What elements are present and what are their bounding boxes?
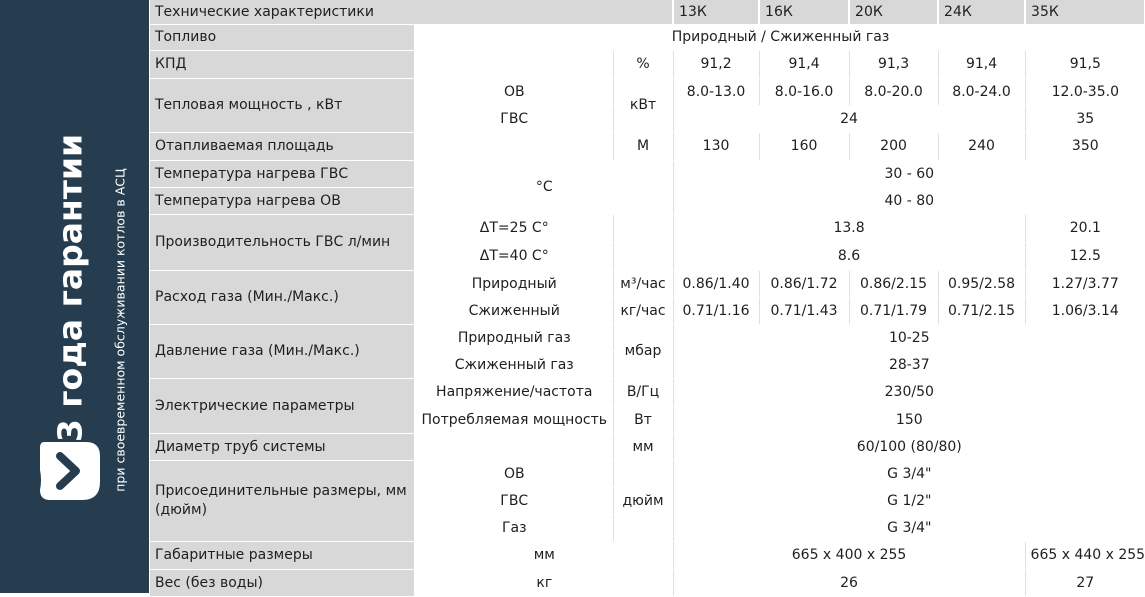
value-efficiency-24k: 91,4 [938, 50, 1025, 78]
value-efficiency-16k: 91,4 [759, 50, 849, 78]
specs-table [150, 0, 1145, 597]
value-heat-ov-13k: 8.0-13.0 [673, 78, 759, 105]
label-gas-pressure: Давление газа (Мин./Макс.) [150, 324, 415, 378]
value-temp-ov: 40 - 80 [673, 187, 1145, 214]
row-heat-power-ov [150, 78, 1145, 105]
warranty-headline: 3 года гарантии [50, 133, 90, 443]
unit-weight: кг [415, 569, 673, 596]
header-row [150, 0, 1145, 24]
value-weight-35k: 27 [1025, 569, 1145, 596]
label-temp-ov: Температура нагрева ОВ [150, 187, 415, 214]
empty-cell [613, 214, 673, 270]
sublabel-voltage: Напряжение/частота [415, 378, 613, 406]
value-weight: 26 [673, 569, 1025, 596]
sublabel-connection-gvs: ГВС [415, 487, 613, 514]
value-voltage: 230/50 [673, 378, 1145, 406]
value-gas-pressure-natural: 10-25 [673, 324, 1145, 351]
value-heat-ov-16k: 8.0-16.0 [759, 78, 849, 105]
value-power: 150 [673, 406, 1145, 433]
row-gas-pressure-natural [150, 324, 1145, 351]
value-area-13k: 130 [673, 132, 759, 160]
sublabel-ov: ОВ [415, 78, 613, 105]
row-weight [150, 569, 1145, 596]
sublabel-lpg-gas: Сжиженный газ [415, 351, 613, 378]
unit-efficiency: % [613, 50, 673, 78]
value-efficiency-20k: 91,3 [849, 50, 938, 78]
unit-dimensions: мм [415, 541, 673, 569]
row-efficiency [150, 50, 1145, 78]
label-gas-flow: Расход газа (Мин./Макс.) [150, 270, 415, 324]
label-fuel: Топливо [150, 24, 415, 50]
value-gas-lpg-20k: 0.71/1.79 [849, 297, 938, 324]
unit-connection: дюйм [613, 460, 673, 541]
value-efficiency-13k: 91,2 [673, 50, 759, 78]
unit-temp: °С [415, 160, 673, 214]
value-area-35k: 350 [1025, 132, 1145, 160]
value-gas-natural-35k: 1.27/3.77 [1025, 270, 1145, 297]
empty-cell [415, 132, 613, 160]
label-heat-power: Тепловая мощность , кВт [150, 78, 415, 132]
row-area [150, 132, 1145, 160]
label-area: Отапливаемая площадь [150, 132, 415, 160]
value-gas-lpg-13k: 0.71/1.16 [673, 297, 759, 324]
value-gas-lpg-16k: 0.71/1.43 [759, 297, 849, 324]
warranty-sidebar [0, 0, 149, 593]
row-pipe-diameter [150, 433, 1145, 460]
label-connection-line2: (дюйм) [155, 501, 208, 518]
label-dimensions: Габаритные размеры [150, 541, 415, 569]
value-dhw-dt25: 13.8 [673, 214, 1025, 242]
label-efficiency: КПД [150, 50, 415, 78]
value-temp-gvs: 30 - 60 [673, 160, 1145, 187]
value-gas-natural-24k: 0.95/2.58 [938, 270, 1025, 297]
label-dhw-capacity: Производительность ГВС л/мин [150, 214, 415, 270]
value-dhw-dt40: 8.6 [673, 242, 1025, 270]
label-connection [150, 460, 415, 541]
unit-pipe-diameter: мм [613, 433, 673, 460]
label-pipe-diameter: Диаметр труб системы [150, 433, 415, 460]
unit-gas-flow-natural: м³/час [613, 270, 673, 297]
value-gas-lpg-24k: 0.71/2.15 [938, 297, 1025, 324]
sublabel-natural: Природный [415, 270, 613, 297]
sublabel-natural-gas: Природный газ [415, 324, 613, 351]
row-dhw-dt25 [150, 214, 1145, 242]
row-connection-ov [150, 460, 1145, 487]
value-gas-pressure-lpg: 28-37 [673, 351, 1145, 378]
unit-gas-flow-lpg: кг/час [613, 297, 673, 324]
value-area-16k: 160 [759, 132, 849, 160]
value-connection-gvs: G 1/2" [673, 487, 1145, 514]
sublabel-connection-gas: Газ [415, 514, 613, 541]
value-gas-lpg-35k: 1.06/3.14 [1025, 297, 1145, 324]
row-gas-flow-natural [150, 270, 1145, 297]
value-dimensions: 665 х 400 х 255 [673, 541, 1025, 569]
model-13k: 13К [673, 0, 759, 24]
unit-voltage: В/Гц [613, 378, 673, 406]
value-dhw-dt25-35k: 20.1 [1025, 214, 1145, 242]
value-dimensions-35k: 665 х 440 х 255 [1025, 541, 1145, 569]
value-connection-gas: G 3/4" [673, 514, 1145, 541]
value-heat-gvs: 24 [673, 105, 1025, 132]
value-pipe-diameter: 60/100 (80/80) [673, 433, 1145, 460]
sublabel-dt40: ΔT=40 С° [415, 242, 613, 270]
value-dhw-dt40-35k: 12.5 [1025, 242, 1145, 270]
model-16k: 16К [759, 0, 849, 24]
value-heat-ov-20k: 8.0-20.0 [849, 78, 938, 105]
model-20k: 20К [849, 0, 938, 24]
row-dimensions [150, 541, 1145, 569]
empty-cell [415, 433, 613, 460]
sublabel-dt25: ΔT=25 С° [415, 214, 613, 242]
value-area-24k: 240 [938, 132, 1025, 160]
label-connection-line1: Присоединительные размеры, мм [155, 482, 407, 499]
unit-heat-power: кВт [613, 78, 673, 132]
row-fuel [150, 24, 1145, 50]
value-connection-ov: G 3/4" [673, 460, 1145, 487]
unit-area: М [613, 132, 673, 160]
sublabel-lpg: Сжиженный [415, 297, 613, 324]
unit-power: Вт [613, 406, 673, 433]
value-heat-gvs-35k: 35 [1025, 105, 1145, 132]
value-heat-ov-35k: 12.0-35.0 [1025, 78, 1145, 105]
row-electric-voltage [150, 378, 1145, 406]
label-electric: Электрические параметры [150, 378, 415, 433]
header-title: Технические характеристики [150, 0, 673, 24]
sublabel-connection-ov: ОВ [415, 460, 613, 487]
value-heat-ov-24k: 8.0-24.0 [938, 78, 1025, 105]
value-gas-natural-16k: 0.86/1.72 [759, 270, 849, 297]
sublabel-power: Потребляемая мощность [415, 406, 613, 433]
value-gas-natural-20k: 0.86/2.15 [849, 270, 938, 297]
empty-cell [415, 50, 613, 78]
value-fuel: Природный / Сжиженный газ [415, 24, 1145, 50]
model-24k: 24К [938, 0, 1025, 24]
value-gas-natural-13k: 0.86/1.40 [673, 270, 759, 297]
row-temp-gvs [150, 160, 1145, 187]
warranty-subline: при своевременном обслуживании котлов в АСЦ [112, 168, 128, 492]
unit-gas-pressure: мбар [613, 324, 673, 378]
sublabel-gvs: ГВС [415, 105, 613, 132]
chevron-right-shield-icon [36, 436, 106, 506]
label-temp-gvs: Температура нагрева ГВС [150, 160, 415, 187]
value-area-20k: 200 [849, 132, 938, 160]
model-35k: 35К [1025, 0, 1145, 24]
value-efficiency-35k: 91,5 [1025, 50, 1145, 78]
label-weight: Вес (без воды) [150, 569, 415, 596]
